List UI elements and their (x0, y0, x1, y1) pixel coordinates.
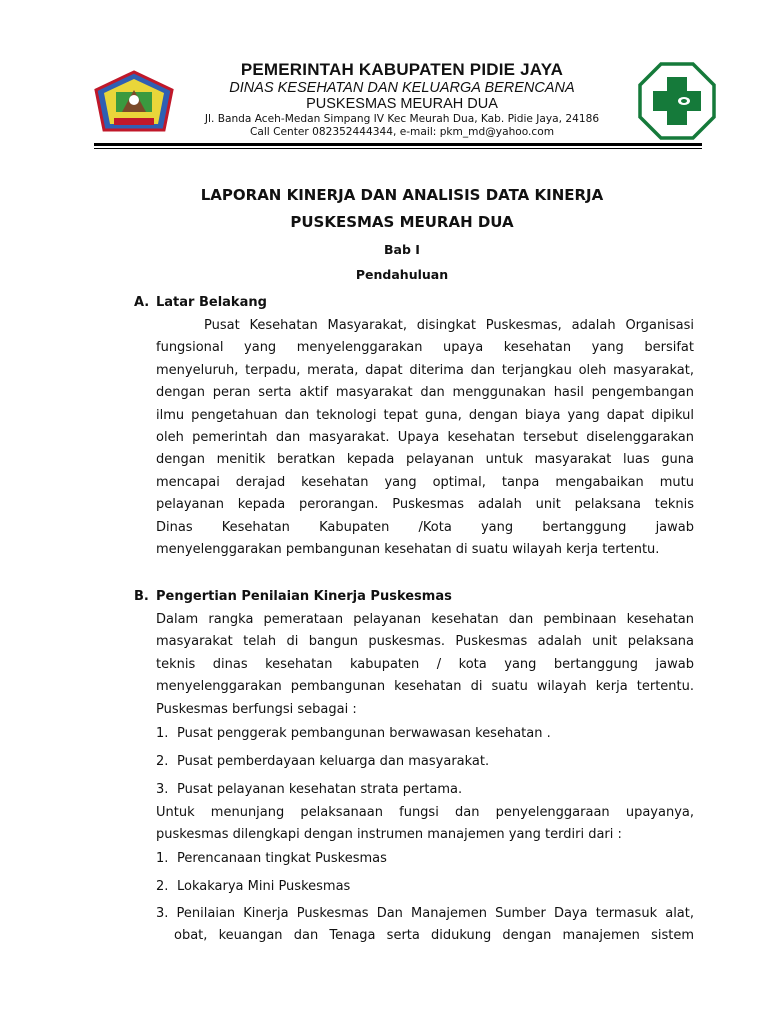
chapter-number: Bab I (384, 242, 420, 257)
paragraph-line: Puskesmas berfungsi sebagai : (156, 701, 357, 717)
report-title-line1: LAPORAN KINERJA DAN ANALISIS DATA KINERJA (200, 186, 604, 204)
chapter-title: Pendahuluan (355, 267, 449, 282)
paragraph-line: Dalam rangka pemerataan pelayanan kesehatan dan pembinaan kesehatan (156, 612, 694, 627)
paragraph-line: puskesmas dilengkapi dengan instrumen manajemen yang terdiri dari : (156, 827, 622, 843)
section-b-support (156, 802, 694, 847)
paragraph-line: masyarakat telah di bangun puskesmas. Puskesmas adalah unit pelaksana (156, 634, 694, 650)
letterhead-contact: Call Center 082352444344, e-mail: pkm_md@yahoo.com (249, 126, 555, 138)
section-a-title: Latar Belakang (156, 295, 267, 310)
paragraph-line: pelayanan kepada perorangan. Puskesmas adalah unit pelaksana teknis (156, 497, 694, 513)
letterhead-rule-thick (94, 143, 702, 146)
letterhead (180, 60, 624, 139)
section-b-heading (134, 589, 452, 605)
paragraph-line: obat, keuangan dan Tenaga serta didukung dengan manajemen sistem (174, 928, 694, 944)
puskesmas-cross-icon (638, 62, 716, 140)
instrument-item-2: 2. Lokakarya Mini Puskesmas (156, 879, 351, 894)
paragraph-line: Pusat Kesehatan Masyarakat, disingkat Puskesmas, adalah Organisasi (204, 318, 694, 333)
paragraph-line: teknis dinas kesehatan kabupaten / kota yang bertanggung jawab (156, 656, 694, 672)
section-b-letter: B. (134, 589, 149, 604)
paragraph-line: ilmu pengetahuan dan teknologi tepat guna, dengan biaya yang dapat dipikul (156, 407, 694, 423)
report-title-line2: PUSKESMAS MEURAH DUA (290, 213, 514, 231)
instrument-item-1: 1. Perencanaan tingkat Puskesmas (156, 851, 387, 866)
paragraph-line: menyelenggarakan pembangunan kesehatan di suatu wilayah kerja tertentu. (156, 679, 694, 695)
letterhead-rule-thin (94, 148, 702, 149)
letterhead-agency: DINAS KESEHATAN DAN KELUARGA BERENCANA (229, 80, 575, 96)
function-item-3: 3. Pusat pelayanan kesehatan strata pertama. (156, 782, 463, 797)
paragraph-line: dengan peran serta aktif masyarakat dan menggunakan hasil pengembangan (156, 385, 694, 401)
function-item-2: 2. Pusat pemberdayaan keluarga dan masyarakat. (156, 754, 490, 769)
paragraph-line: Untuk menunjang pelaksanaan fungsi dan penyelenggaraan upayanya, (156, 805, 694, 820)
letterhead-government: PEMERINTAH KABUPATEN PIDIE JAYA (240, 60, 564, 79)
section-a-paragraph (156, 315, 694, 561)
paragraph-line: Dinas Kesehatan Kabupaten /Kota yang bertanggung jawab (156, 519, 694, 535)
section-b-intro (156, 609, 694, 721)
letterhead-puskesmas: PUSKESMAS MEURAH DUA (306, 96, 498, 112)
paragraph-line: menyelenggarakan pembangunan kesehatan di suatu wilayah kerja tertentu. (156, 541, 660, 557)
paragraph-line: fungsional yang menyelenggarakan upaya kesehatan yang bersifat (156, 340, 694, 356)
paragraph-line: oleh pemerintah dan masyarakat. Upaya kesehatan tersebut diselenggarakan (156, 429, 694, 445)
section-a-heading (134, 295, 267, 311)
section-b-title: Pengertian Penilaian Kinerja Puskesmas (156, 589, 452, 604)
paragraph-line: dengan menitik beratkan kepada pelayanan untuk masyarakat luas guna (156, 452, 694, 468)
pidie-jaya-emblem-icon (94, 70, 174, 134)
function-item-1: 1. Pusat penggerak pembangunan berwawasan kesehatan . (156, 726, 551, 741)
paragraph-line: 3. Penilaian Kinerja Puskesmas Dan Manajemen Sumber Daya termasuk alat, (156, 906, 694, 921)
section-a-letter: A. (134, 295, 150, 310)
paragraph-line: mencapai derajad kesehatan yang optimal, tanpa mengabaikan mutu (156, 474, 694, 490)
instrument-item-3 (156, 903, 694, 948)
paragraph-line: menyeluruh, terpadu, merata, dapat diterima dan terjangkau oleh masyarakat, (156, 362, 694, 378)
letterhead-address: Jl. Banda Aceh-Medan Simpang IV Kec Meurah Dua, Kab. Pidie Jaya, 24186 (204, 113, 600, 125)
